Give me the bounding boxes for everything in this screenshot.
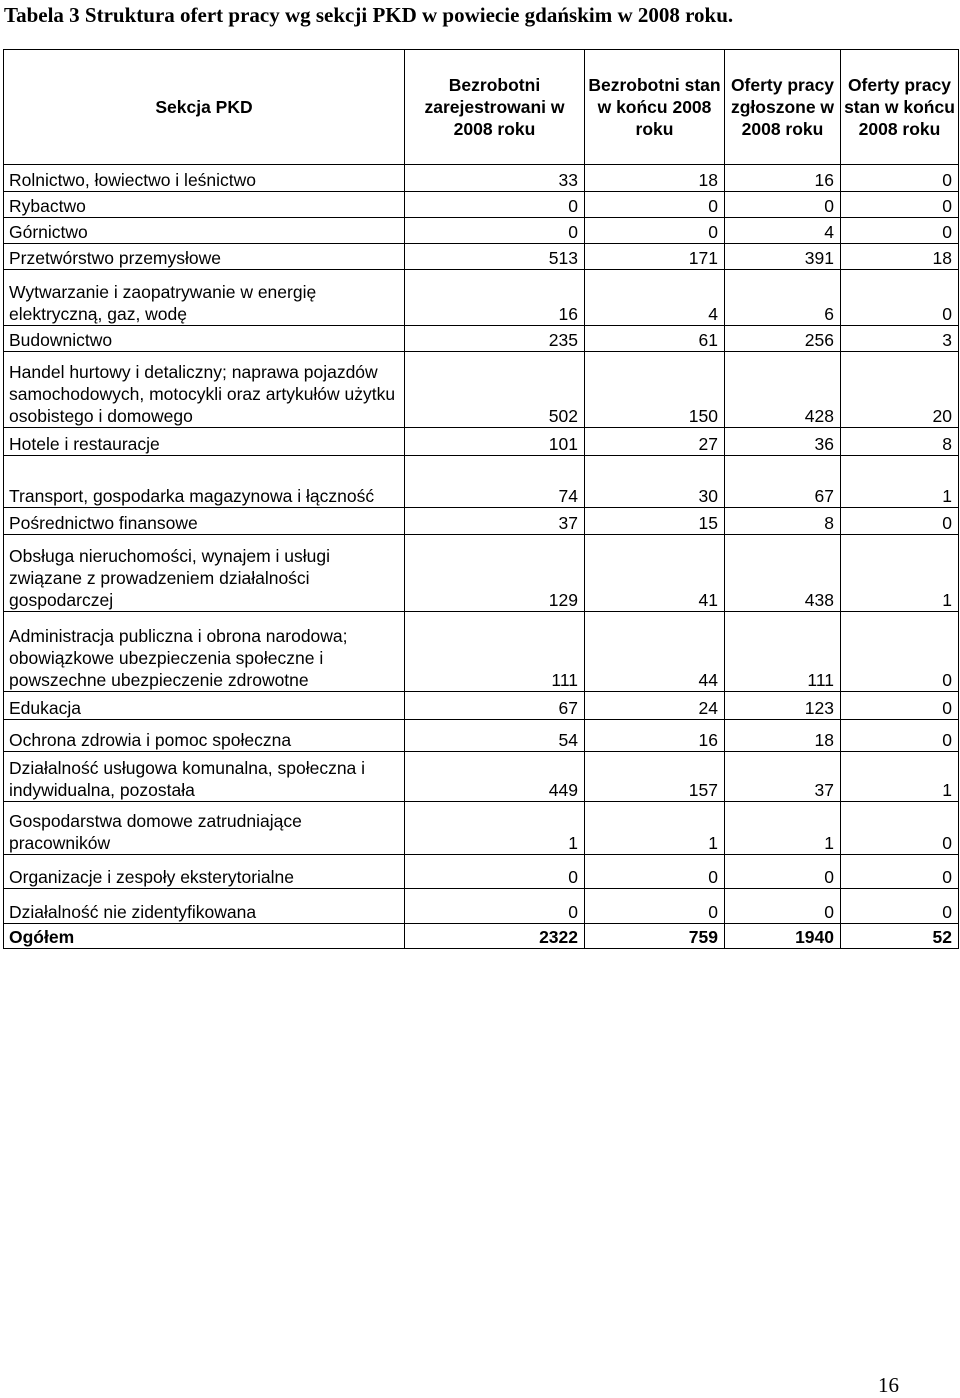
cell-value: 0 xyxy=(841,508,959,535)
table-row xyxy=(4,165,959,192)
cell-value: 0 xyxy=(405,218,585,244)
cell-value: 502 xyxy=(405,352,585,428)
cell-value: 37 xyxy=(405,508,585,535)
cell-value: 0 xyxy=(841,192,959,218)
cell-value: 44 xyxy=(585,612,725,692)
table-row xyxy=(4,456,959,508)
cell-value: 67 xyxy=(405,692,585,720)
cell-value: 129 xyxy=(405,535,585,612)
cell-value: 16 xyxy=(405,270,585,326)
cell-value: 391 xyxy=(725,244,841,270)
row-label: Przetwórstwo przemysłowe xyxy=(4,244,405,270)
cell-value: 20 xyxy=(841,352,959,428)
table-row xyxy=(4,692,959,720)
table-row xyxy=(4,218,959,244)
cell-value: 30 xyxy=(585,456,725,508)
page-number: 16 xyxy=(878,1373,899,1397)
cell-value: 0 xyxy=(725,192,841,218)
row-label: Edukacja xyxy=(4,692,405,720)
row-label: Budownictwo xyxy=(4,326,405,352)
cell-value: 1 xyxy=(725,802,841,855)
cell-value: 36 xyxy=(725,428,841,456)
cell-value: 67 xyxy=(725,456,841,508)
total-row xyxy=(4,924,959,949)
table-row xyxy=(4,352,959,428)
row-label: Obsługa nieruchomości, wynajem i usługi związane z prowadzeniem działalności gospodarczej xyxy=(4,535,405,612)
total-value: 2322 xyxy=(405,924,585,949)
cell-value: 24 xyxy=(585,692,725,720)
cell-value: 111 xyxy=(725,612,841,692)
cell-value: 0 xyxy=(841,692,959,720)
cell-value: 0 xyxy=(725,889,841,924)
table-row xyxy=(4,802,959,855)
cell-value: 54 xyxy=(405,720,585,752)
row-label: Działalność nie zidentyfikowana xyxy=(4,889,405,924)
cell-value: 0 xyxy=(725,855,841,889)
row-label: Rolnictwo, łowiectwo i leśnictwo xyxy=(4,165,405,192)
row-label: Pośrednictwo finansowe xyxy=(4,508,405,535)
cell-value: 74 xyxy=(405,456,585,508)
cell-value: 171 xyxy=(585,244,725,270)
cell-value: 18 xyxy=(585,165,725,192)
cell-value: 0 xyxy=(841,889,959,924)
cell-value: 150 xyxy=(585,352,725,428)
table-row xyxy=(4,720,959,752)
cell-value: 0 xyxy=(841,270,959,326)
cell-value: 0 xyxy=(841,218,959,244)
table-row xyxy=(4,855,959,889)
cell-value: 37 xyxy=(725,752,841,802)
cell-value: 157 xyxy=(585,752,725,802)
table-row xyxy=(4,270,959,326)
cell-value: 0 xyxy=(841,720,959,752)
cell-value: 18 xyxy=(841,244,959,270)
row-label: Gospodarstwa domowe zatrudniające pracowników xyxy=(4,802,405,855)
table-row xyxy=(4,244,959,270)
cell-value: 0 xyxy=(841,165,959,192)
header-offers-end-of-year: Oferty pracy stan w końcu 2008 roku xyxy=(841,50,959,165)
table-row xyxy=(4,326,959,352)
cell-value: 256 xyxy=(725,326,841,352)
cell-value: 428 xyxy=(725,352,841,428)
cell-value: 4 xyxy=(725,218,841,244)
header-pkd-section: Sekcja PKD xyxy=(4,50,405,165)
cell-value: 41 xyxy=(585,535,725,612)
table-row xyxy=(4,428,959,456)
cell-value: 16 xyxy=(725,165,841,192)
cell-value: 33 xyxy=(405,165,585,192)
cell-value: 1 xyxy=(841,535,959,612)
cell-value: 123 xyxy=(725,692,841,720)
table-header-row xyxy=(4,50,959,165)
cell-value: 0 xyxy=(841,855,959,889)
total-value: 52 xyxy=(841,924,959,949)
total-value: 759 xyxy=(585,924,725,949)
table-row xyxy=(4,752,959,802)
cell-value: 438 xyxy=(725,535,841,612)
cell-value: 8 xyxy=(725,508,841,535)
cell-value: 6 xyxy=(725,270,841,326)
cell-value: 235 xyxy=(405,326,585,352)
cell-value: 101 xyxy=(405,428,585,456)
header-unemployed-end-of-year: Bezrobotni stan w końcu 2008 roku xyxy=(585,50,725,165)
row-label: Działalność usługowa komunalna, społeczna i indywidualna, pozostała xyxy=(4,752,405,802)
table-row xyxy=(4,192,959,218)
row-label: Ochrona zdrowia i pomoc społeczna xyxy=(4,720,405,752)
row-label: Wytwarzanie i zaopatrywanie w energię elektryczną, gaz, wodę xyxy=(4,270,405,326)
cell-value: 0 xyxy=(585,192,725,218)
header-offers-submitted: Oferty pracy zgłoszone w 2008 roku xyxy=(725,50,841,165)
cell-value: 1 xyxy=(405,802,585,855)
cell-value: 0 xyxy=(405,855,585,889)
cell-value: 0 xyxy=(405,192,585,218)
cell-value: 0 xyxy=(585,855,725,889)
pkd-offers-table xyxy=(3,49,959,949)
row-label: Rybactwo xyxy=(4,192,405,218)
total-value: 1940 xyxy=(725,924,841,949)
cell-value: 1 xyxy=(841,752,959,802)
cell-value: 0 xyxy=(841,802,959,855)
row-label: Hotele i restauracje xyxy=(4,428,405,456)
row-label: Transport, gospodarka magazynowa i łączność xyxy=(4,456,405,508)
table-row xyxy=(4,612,959,692)
cell-value: 0 xyxy=(405,889,585,924)
cell-value: 18 xyxy=(725,720,841,752)
cell-value: 61 xyxy=(585,326,725,352)
cell-value: 4 xyxy=(585,270,725,326)
row-label: Administracja publiczna i obrona narodowa; obowiązkowe ubezpieczenia społeczne i powszechne ubezpieczenie zdrowotne xyxy=(4,612,405,692)
table-title: Tabela 3 Struktura ofert pracy wg sekcji PKD w powiecie gdańskim w 2008 roku. xyxy=(4,3,734,27)
cell-value: 0 xyxy=(585,218,725,244)
row-label: Handel hurtowy i detaliczny; naprawa pojazdów samochodowych, motocykli oraz artykułów użytku osobistego i domowego xyxy=(4,352,405,428)
table-row xyxy=(4,508,959,535)
total-label: Ogółem xyxy=(4,924,405,949)
cell-value: 449 xyxy=(405,752,585,802)
cell-value: 1 xyxy=(841,456,959,508)
cell-value: 3 xyxy=(841,326,959,352)
cell-value: 0 xyxy=(585,889,725,924)
cell-value: 27 xyxy=(585,428,725,456)
cell-value: 15 xyxy=(585,508,725,535)
row-label: Organizacje i zespoły eksterytorialne xyxy=(4,855,405,889)
cell-value: 513 xyxy=(405,244,585,270)
cell-value: 1 xyxy=(585,802,725,855)
table-row xyxy=(4,535,959,612)
row-label: Górnictwo xyxy=(4,218,405,244)
table-row xyxy=(4,889,959,924)
cell-value: 0 xyxy=(841,612,959,692)
header-unemployed-registered: Bezrobotni zarejestrowani w 2008 roku xyxy=(405,50,585,165)
cell-value: 16 xyxy=(585,720,725,752)
cell-value: 111 xyxy=(405,612,585,692)
cell-value: 8 xyxy=(841,428,959,456)
